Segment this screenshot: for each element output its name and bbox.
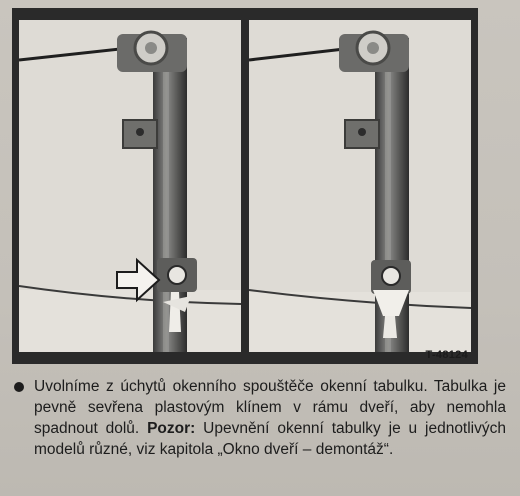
figure-frame (12, 8, 478, 364)
instruction-block (14, 376, 506, 460)
bracket-bolt (136, 128, 144, 136)
plastic-wedge (169, 292, 181, 332)
instruction-text-after: Upevnění okenní tabulky je u jednotlivých modelů různé, viz kapitola „Okno dveří – demontáž“. (34, 420, 506, 458)
photo-after (249, 20, 471, 352)
figure-code: T-48124 (425, 349, 468, 361)
window-regulator-photo-left (19, 20, 241, 352)
instruction-text-before: Uvolníme z úchytů okenního spouštěče okenní tabulku. Tabulka je pevně sevřena plastovým klínem v rámu dveří, aby nemohla spadnout dolů. (34, 378, 506, 437)
clamp-clip (382, 267, 400, 285)
window-regulator-photo-right (249, 20, 471, 352)
rail-highlight (163, 38, 169, 352)
wedge-stem (383, 316, 397, 338)
warning-label: Pozor: (147, 420, 196, 437)
pulley-hub (367, 42, 379, 54)
photo-before (19, 20, 241, 352)
instruction-paragraph (14, 376, 506, 460)
clamp-clip (168, 266, 186, 284)
bracket-bolt (358, 128, 366, 136)
pulley-hub (145, 42, 157, 54)
bullet-icon (14, 382, 24, 392)
